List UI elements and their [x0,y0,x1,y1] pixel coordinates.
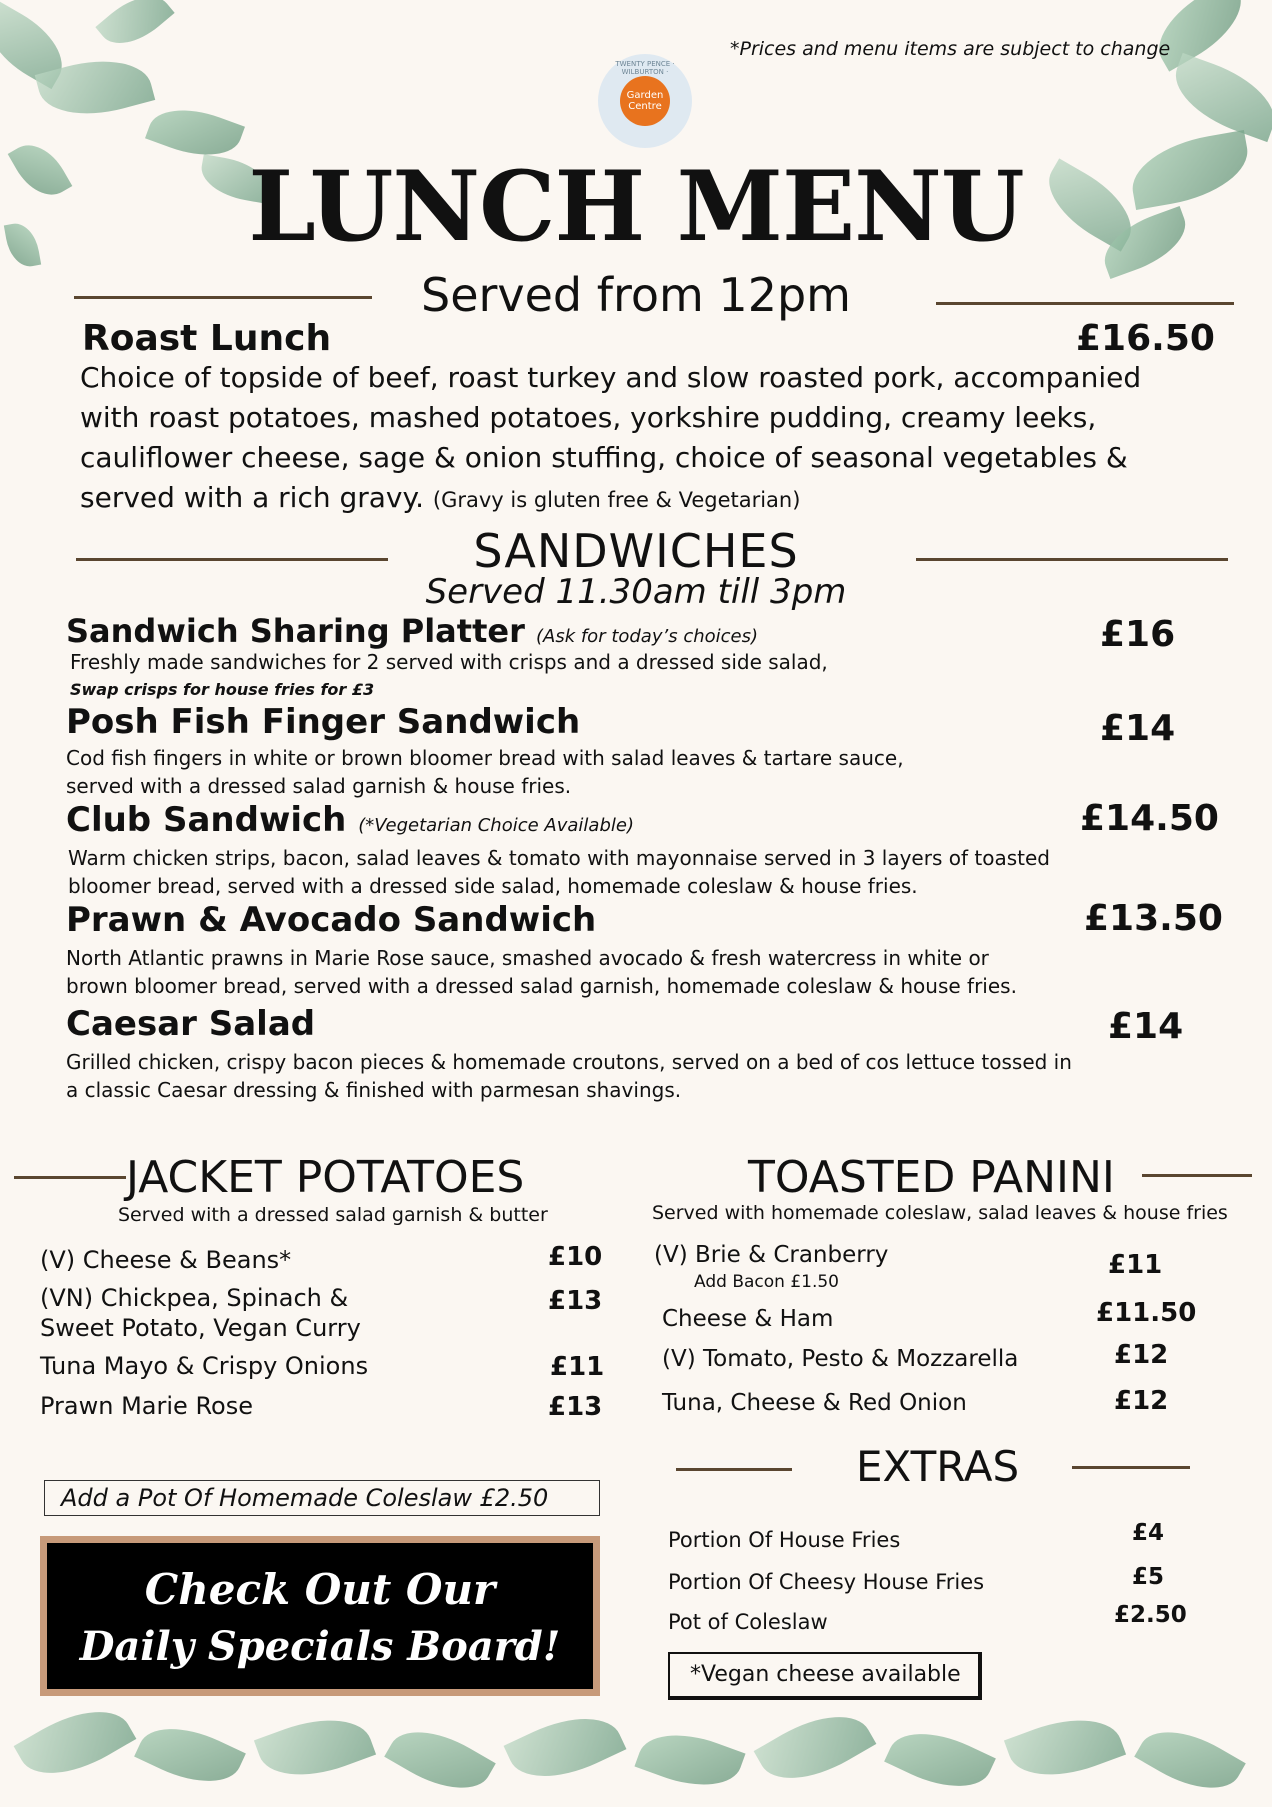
panini-item-name: (V) Brie & Cranberry [654,1242,889,1268]
jacket-item-price: £11 [550,1352,605,1382]
sandwich-price: £16 [1100,614,1176,655]
jacket-item-name: Prawn Marie Rose [40,1392,253,1420]
sandwich-note: (Ask for today’s choices) [535,626,759,647]
divider-left [676,1468,792,1471]
sandwich-price: £14 [1108,1006,1184,1047]
extras-item-price: £4 [1132,1520,1165,1546]
sandwich-price: £14.50 [1080,798,1219,839]
logo-badge [620,76,670,126]
divider-right [1142,1174,1252,1177]
sandwich-name: Prawn & Avocado Sandwich [66,900,597,940]
jacket-item-name: (V) Cheese & Beans* [40,1246,292,1274]
extras-item-price: £5 [1132,1564,1165,1590]
roast-lunch-price: £16.50 [1076,318,1215,359]
jacket-item-price: £13 [548,1392,603,1422]
panini-item-name: Cheese & Ham [662,1306,834,1332]
jacket-subtitle: Served with a dressed salad garnish & butter [118,1204,548,1226]
divider-right [1072,1466,1190,1469]
extras-item-name: Portion Of Cheesy House Fries [668,1570,985,1594]
coleslaw-addon-box: Add a Pot Of Homemade Coleslaw £2.50 [44,1480,600,1516]
sandwich-description: bloomer bread, served with a dressed side salad, homemade coleslaw & house fries. [68,874,918,898]
sandwich-name: Posh Fish Finger Sandwich [66,702,581,742]
extras-title: EXTRAS [856,1442,1020,1491]
jacket-item-price: £10 [548,1242,603,1272]
panini-item-name: Tuna, Cheese & Red Onion [662,1390,967,1416]
sandwich-name [66,800,634,840]
sandwich-swap-note: Swap crisps for house fries for £3 [70,680,375,699]
sandwich-name-text: Sandwich Sharing Platter [66,612,525,650]
extras-item-name: Pot of Coleslaw [668,1610,828,1634]
sandwich-name-text: Club Sandwich [66,800,347,840]
logo-text: Garden Centre [626,90,664,112]
jacket-item-name-cont: Sweet Potato, Vegan Curry [40,1314,361,1342]
sandwich-price: £13.50 [1084,898,1223,939]
page-title: LUNCH MENU [248,150,1024,263]
sandwich-description: brown bloomer bread, served with a dressed salad garnish, homemade coleslaw & house fries. [66,974,1017,998]
panini-item-name: (V) Tomato, Pesto & Mozzarella [662,1346,1019,1372]
logo-ring-text: TWENTY PENCE · WILBURTON · [615,60,675,76]
sandwich-note: (*Vegetarian Choice Available) [358,815,634,836]
sandwich-description: North Atlantic prawns in Marie Rose sauce, smashed avocado & fresh watercress in white or [66,946,989,970]
sandwich-description: a classic Caesar dressing & finished with parmesan shavings. [66,1078,682,1102]
sandwich-name [66,612,758,650]
sandwich-description: Grilled chicken, crispy bacon pieces & homemade croutons, served on a bed of cos lettuce tossed in [66,1050,1072,1074]
specials-line-2: Daily Specials Board! [79,1623,561,1670]
divider-left [14,1176,126,1179]
jacket-title: JACKET POTATOES [126,1152,525,1203]
panini-subtitle: Served with homemade coleslaw, salad leaves & house fries [652,1202,1228,1224]
jacket-item-price: £13 [548,1286,603,1316]
sandwiches-subtitle: Served 11.30am till 3pm [425,572,847,612]
sandwich-name: Caesar Salad [66,1004,316,1044]
vegan-cheese-box: *Vegan cheese available [668,1652,982,1700]
jacket-item-name: (VN) Chickpea, Spinach & [40,1284,349,1312]
specials-board [40,1536,600,1696]
panini-item-price: £11.50 [1096,1298,1197,1328]
jacket-item-name: Tuna Mayo & Crispy Onions [40,1352,369,1380]
panini-item-price: £12 [1114,1340,1169,1370]
panini-item-price: £12 [1114,1386,1169,1416]
sandwich-price: £14 [1100,708,1176,749]
sandwich-description: Cod fish fingers in white or brown bloomer bread with salad leaves & tartare sauce, [66,746,904,770]
garden-centre-logo [598,54,692,148]
roast-lunch-description [80,358,1200,520]
sandwiches-title: SANDWICHES [473,524,799,578]
panini-item-price: £11 [1108,1250,1163,1280]
panini-title: TOASTED PANINI [748,1152,1115,1203]
specials-line-1: Check Out Our [144,1565,496,1614]
sandwich-description: Freshly made sandwiches for 2 served with crisps and a dressed side salad, [70,650,828,674]
price-change-notice: *Prices and menu items are subject to change [730,38,1171,60]
extras-item-name: Portion Of House Fries [668,1528,901,1552]
roast-gravy-note: (Gravy is gluten free & Vegetarian) [432,488,801,512]
roast-description-text: Choice of topside of beef, roast turkey and slow roasted pork, accompanied with roast potatoes, mashed potatoes, yorkshire pudding, creamy leeks, cauliflower cheese, sage & onion stuffing, choice of seasonal vegetables & served with a rich gravy. [80,361,1142,514]
sandwich-description: Warm chicken strips, bacon, salad leaves & tomato with mayonnaise served in 3 layers of toasted [68,846,1050,870]
sandwich-description: served with a dressed salad garnish & house fries. [66,774,572,798]
panini-item-addon: Add Bacon £1.50 [694,1272,839,1292]
roast-lunch-name: Roast Lunch [82,318,332,359]
roast-served-heading: Served from 12pm [421,268,851,322]
extras-item-price: £2.50 [1114,1602,1187,1628]
